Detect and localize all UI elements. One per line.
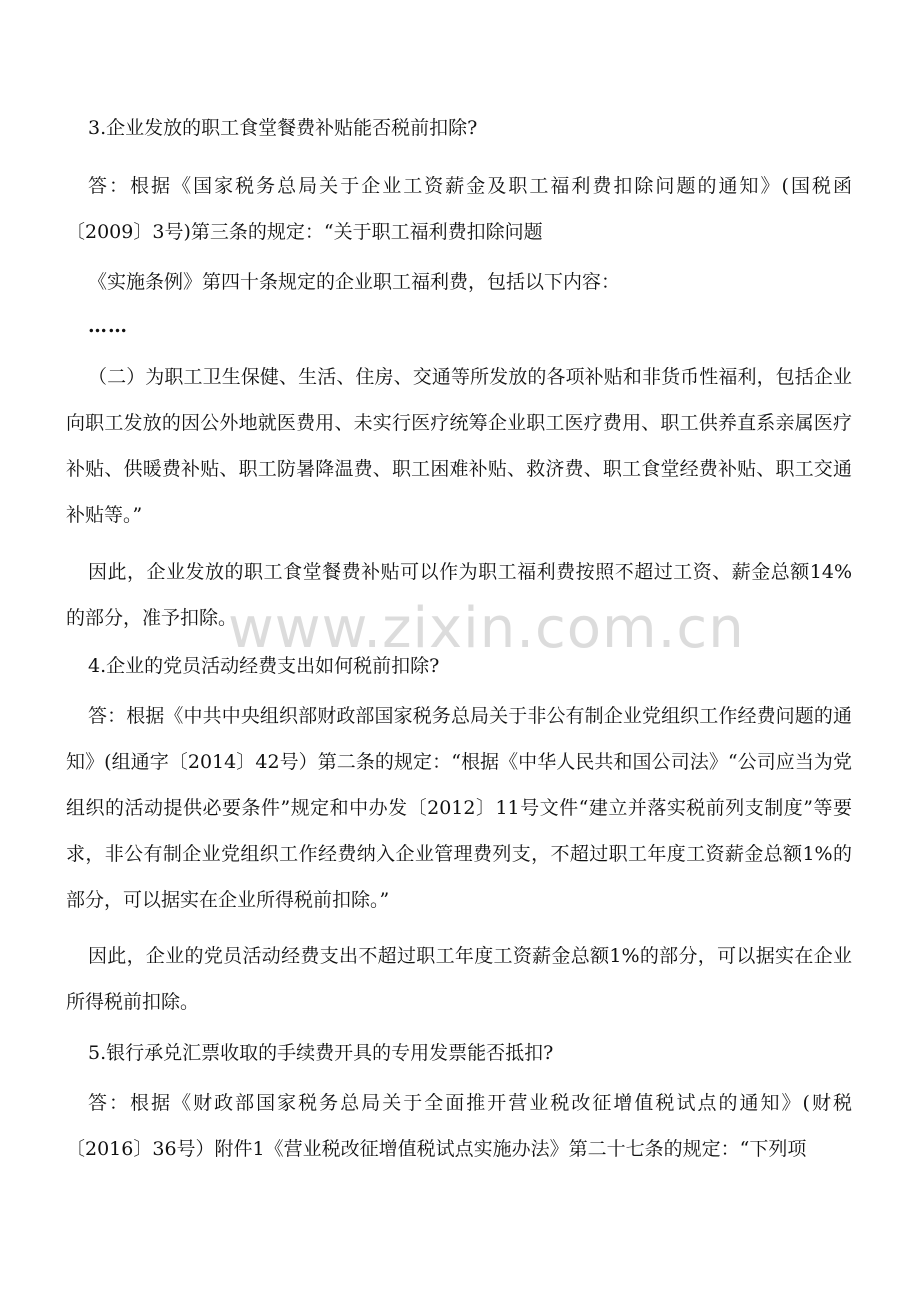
answer-3-item-2: （二）为职工卫生保健、生活、住房、交通等所发放的各项补贴和非货币性福利，包括企业向职工发放的因公外地就医费用、未实行医疗统筹企业职工医疗费用、职工供养直系亲属医疗补贴、供暖费补贴、职工防暑降温费、职工困难补贴、救济费、职工食堂经费补贴、职工交通补贴等。” (66, 366, 852, 526)
answer-5: 答：根据《财政部国家税务总局关于全面推开营业税改征增值税试点的通知》(财税〔2016〕36号）附件1《营业税改征增值税试点实施办法》第二十七条的规定：“下列项 (66, 1092, 852, 1160)
answer-3-quote: 《实施条例》第四十条规定的企业职工福利费，包括以下内容： (88, 271, 621, 293)
answer-4-conclusion: 因此，企业的党员活动经费支出不超过职工年度工资薪金总额1%的部分，可以据实在企业所得税前扣除。 (66, 945, 852, 1013)
question-5: 5.银行承兑汇票收取的手续费开具的专用发票能否抵扣? (88, 1042, 554, 1064)
answer-3-ellipsis: …… (88, 315, 128, 337)
answer-4: 答：根据《中共中央组织部财政部国家税务总局关于非公有制企业党组织工作经费问题的通知》(组通字〔2014〕42号）第二条的规定：“根据《中华人民共和国公司法》“公司应当为党组织的活动提供必要条件”规定和中办发〔2012〕11号文件“建立并落实税前列支制度”等要求，非公有制企业党组织工作经费纳入企业管理费列支，不超过职工年度工资薪金总额1%的部分，可以据实在企业所得税前扣除。” (66, 705, 852, 911)
answer-3-conclusion: 因此，企业发放的职工食堂餐费补贴可以作为职工福利费按照不超过工资、薪金总额14%的部分，准予扣除。 (66, 561, 852, 629)
watermark: www.zixin.com.cn (228, 596, 745, 661)
question-3: 3.企业发放的职工食堂餐费补贴能否税前扣除? (88, 117, 478, 139)
answer-3: 答：根据《国家税务总局关于企业工资薪金及职工福利费扣除问题的通知》(国税函〔2009〕3号)第三条的规定：“关于职工福利费扣除问题 (66, 175, 852, 243)
question-4: 4.企业的党员活动经费支出如何税前扣除? (88, 655, 440, 677)
